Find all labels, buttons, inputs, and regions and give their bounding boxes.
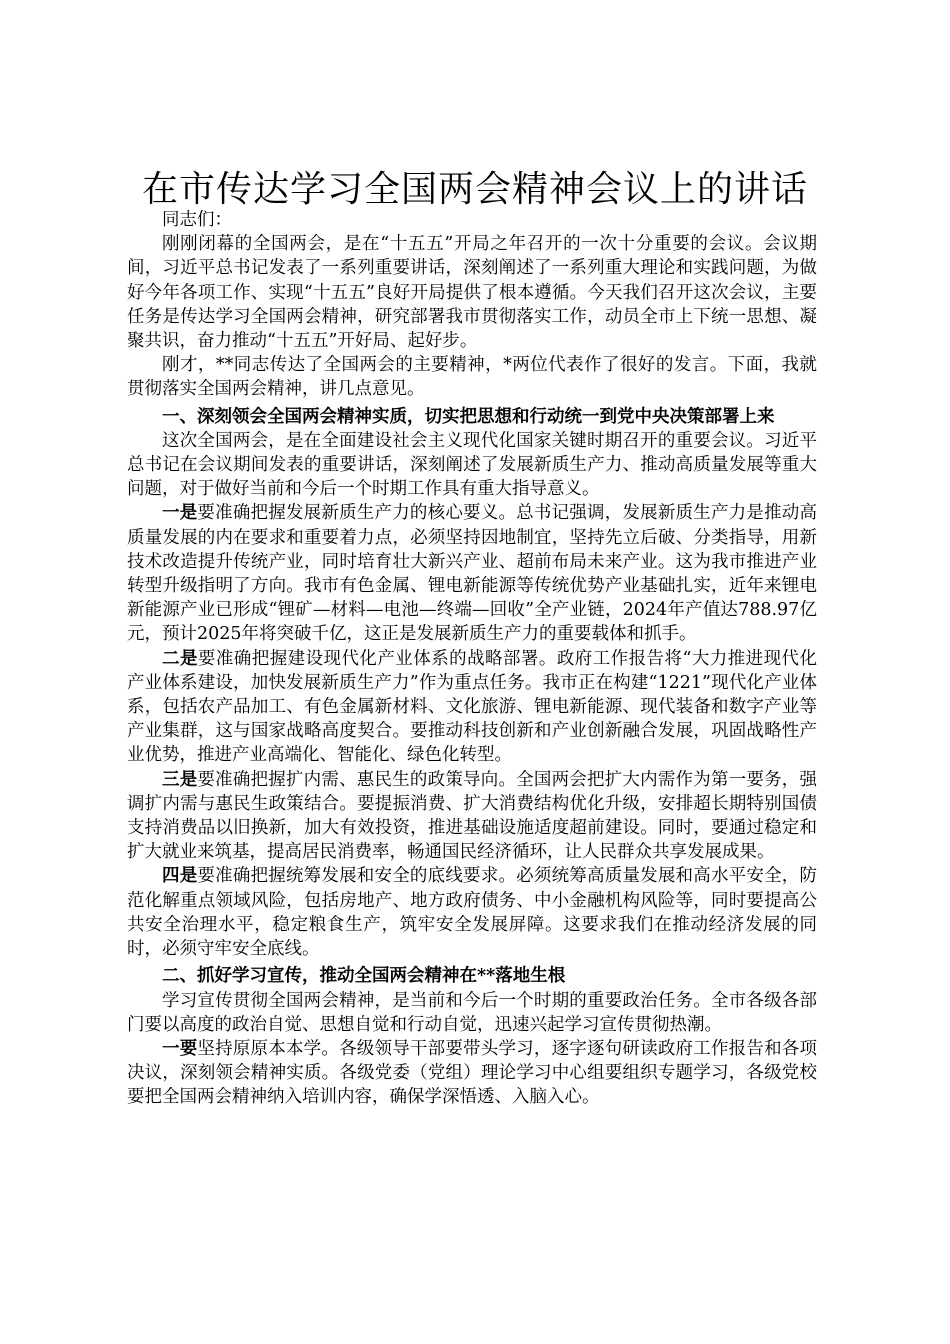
paragraph-lead: 一要 — [162, 1038, 198, 1059]
body-paragraph — [127, 864, 817, 961]
body-paragraph: 刚刚闭幕的全国两会，是在“十五五”开局之年召开的一次十分重要的会议。会议期间，习近平总书记发表了一系列重要讲话，深刻阐述了一系列重大理论和实践问题，为做好今年各项工作、实现“十五五”良好开局提供了根本遵循。今天我们召开这次会议，主要任务是传达学习全国两会精神，研究部署我市贯彻落实工作，动员全市上下统一思想、凝聚共识，奋力推动“十五五”开好局、起好步。 — [127, 234, 817, 352]
body-paragraph — [127, 647, 817, 768]
paragraph-text: 要准确把握发展新质生产力的核心要义。总书记强调，发展新质生产力是推动高质量发展的内在要求和重要着力点，必须坚持因地制宜，坚持先立后破、分类指导，用新技术改造提升传统产业，同时培育壮大新兴产业、超前布局未来产业。这为我市推进产业转型升级指明了方向。我市有色金属、锂电新能源等传统优势产业基础扎实，近年来锂电新能源产业已形成“锂矿—材料—电池—终端—回收”全产业链，2024年产值达788.97亿元，预计2025年将突破千亿，这正是发展新质生产力的重要载体和抓手。 — [127, 503, 818, 645]
paragraph-list — [127, 232, 817, 1109]
section-heading: 二、抓好学习宣传，推动全国两会精神在**落地生根 — [162, 966, 566, 987]
paragraph-text: 要准确把握建设现代化产业体系的战略部署。政府工作报告将“大力推进现代化产业体系建设，加快发展新质生产力”作为重点任务。我市正在构建“1221”现代化产业体系，包括农产品加工、有色金属新材料、文化旅游、锂电新能源、现代装备和数字产业等产业集群，这与国家战略高度契合。要推动科技创新和产业创新融合发展，巩固战略性产业优势，推进产业高端化、智能化、绿色化转型。 — [127, 648, 818, 766]
body-paragraph — [127, 1037, 817, 1110]
paragraph-text: 要准确把握扩内需、惠民生的政策导向。全国两会把扩大内需作为第一要务，强调扩内需与惠民生政策结合。要提振消费、扩大消费结构优化升级，安排超长期特别国债支持消费品以旧换新，加大有效投资，推进基础设施适度超前建设。同时，要通过稳定和扩大就业来筑基，提高居民消费率，畅通国民经济循环，让人民群众共享发展成果。 — [127, 769, 818, 863]
document-body — [127, 208, 817, 1110]
paragraph-lead: 二是 — [162, 648, 198, 669]
body-paragraph: 刚才，**同志传达了全国两会的主要精神，*两位代表作了很好的发言。下面，我就贯彻落实全国两会精神，讲几点意见。 — [127, 355, 817, 400]
body-paragraph — [127, 501, 817, 646]
paragraph-lead: 一是 — [162, 503, 198, 524]
salutation: 同志们： — [162, 210, 232, 230]
body-paragraph: 这次全国两会，是在全面建设社会主义现代化国家关键时期召开的重要会议。习近平总书记在会议期间发表的重要讲话，深刻阐述了发展新质生产力、推动高质量发展等重大问题，对于做好当前和今后一个时期工作具有重大指导意义。 — [127, 430, 817, 500]
paragraph-lead: 三是 — [162, 769, 198, 790]
body-paragraph: 学习宣传贯彻全国两会精神，是当前和今后一个时期的重要政治任务。全市各级各部门要以高度的政治自觉、思想自觉和行动自觉，迅速兴起学习宣传贯彻热潮。 — [127, 990, 817, 1035]
document-title: 在市传达学习全国两会精神会议上的讲话 — [141, 169, 808, 210]
paragraph-text: 要准确把握统筹发展和安全的底线要求。必须统筹高质量发展和高水平安全，防范化解重点领域风险，包括房地产、地方政府债务、中小金融机构风险等，同时要提高公共安全治理水平，稳定粮食生产，筑牢安全发展屏障。这要求我们在推动经济发展的同时，必须守牢安全底线。 — [127, 866, 818, 960]
paragraph-text: 坚持原原本本学。各级领导干部要带头学习，逐字逐句研读政府工作报告和各项决议，深刻领会精神实质。各级党委（党组）理论学习中心组要组织专题学习，各级党校要把全国两会精神纳入培训内容，确保学深悟透、入脑入心。 — [127, 1038, 818, 1108]
body-paragraph — [127, 768, 817, 865]
section-heading: 一、深刻领会全国两会精神实质，切实把思想和行动统一到党中央决策部署上来 — [162, 406, 775, 427]
paragraph-lead: 四是 — [162, 866, 198, 887]
